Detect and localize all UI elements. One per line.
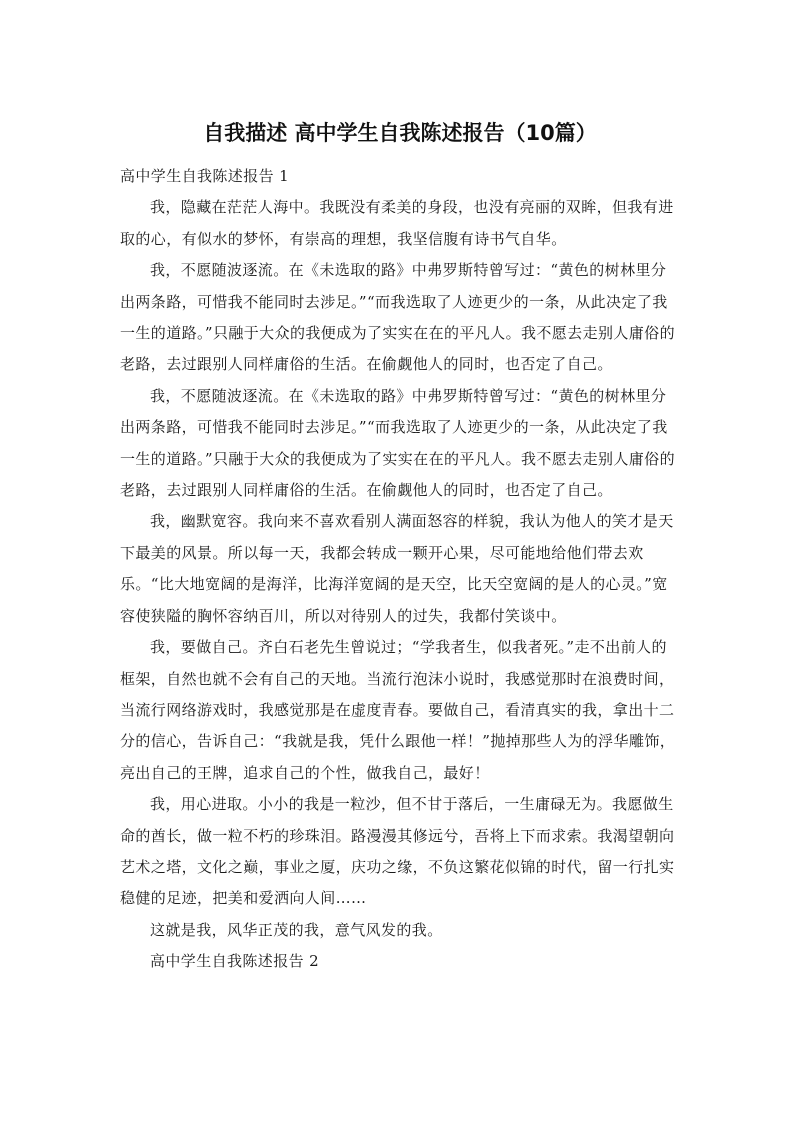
document-title: 自我描述 高中学生自我陈述报告（10篇）: [203, 121, 597, 145]
paragraph-2: 我，不愿随波逐流。在《未选取的路》中弗罗斯特曾写过：“黄色的树林里分出两条路，可惜我不能同时去涉足。”“而我选取了人迹更少的一条，从此决定了我一生的道路。”只融于大众的我便成为了实实在在的平凡人。我不愿去走别人庸俗的老路，去过跟别人同样庸俗的生活。在偷觑他人的同时，也否定了自己。: [120, 261, 675, 374]
section-heading-1: 高中学生自我陈述报告 1: [120, 167, 290, 185]
paragraph-6: 我，用心进取。小小的我是一粒沙，但不甘于落后，一生庸碌无为。我愿做生命的酋长，做一粒不朽的珍珠泪。路漫漫其修远兮，吾将上下而求索。我渴望朝向艺术之塔，文化之巅，事业之厦，庆功之缘，不负这繁花似锦的时代，留一行扎实稳健的足迹，把美和爱洒向人间……: [120, 795, 675, 908]
paragraph-3: 我，不愿随波逐流。在《未选取的路》中弗罗斯特曾写过：“黄色的树林里分出两条路，可惜我不能同时去涉足。”“而我选取了人迹更少的一条，从此决定了我一生的道路。”只融于大众的我便成为了实实在在的平凡人。我不愿去走别人庸俗的老路，去过跟别人同样庸俗的生活。在偷觑他人的同时，也否定了自己。: [120, 386, 675, 500]
paragraph-1: 我，隐藏在茫茫人海中。我既没有柔美的身段，也没有亮丽的双眸，但我有进取的心，有似水的梦怀，有崇高的理想，我坚信腹有诗书气自华。: [120, 198, 674, 248]
document-body: [120, 161, 680, 978]
paragraph-7: 这就是我，风华正茂的我，意气风发的我。: [150, 920, 443, 939]
section-heading-2: 高中学生自我陈述报告 2: [150, 952, 320, 971]
paragraph-4: 我，幽默宽容。我向来不喜欢看别人满面怒容的样貌，我认为他人的笑才是天下最美的风景。所以每一天，我都会转成一颗开心果，尽可能地给他们带去欢乐。“比大地宽阔的是海洋，比海洋宽阔的是天空，比天空宽阔的是人的心灵。”宽容使狭隘的胸怀容纳百川，所以对待别人的过失，我都付笑谈中。: [120, 512, 674, 625]
paragraph-5: 我，要做自己。齐白石老先生曾说过；“学我者生，似我者死。”走不出前人的框架，自然也就不会有自己的天地。当流行泡沫小说时，我感觉那时在浪费时间，当流行网络游戏时，我感觉那是在虚度青春。要做自己，看清真实的我，拿出十二分的信心，告诉自己：“我就是我，凭什么跟他一样！”抛掉那些人为的浮华雕饰，亮出自己的王牌，追求自己的个性，做我自己，最好！: [120, 638, 676, 782]
